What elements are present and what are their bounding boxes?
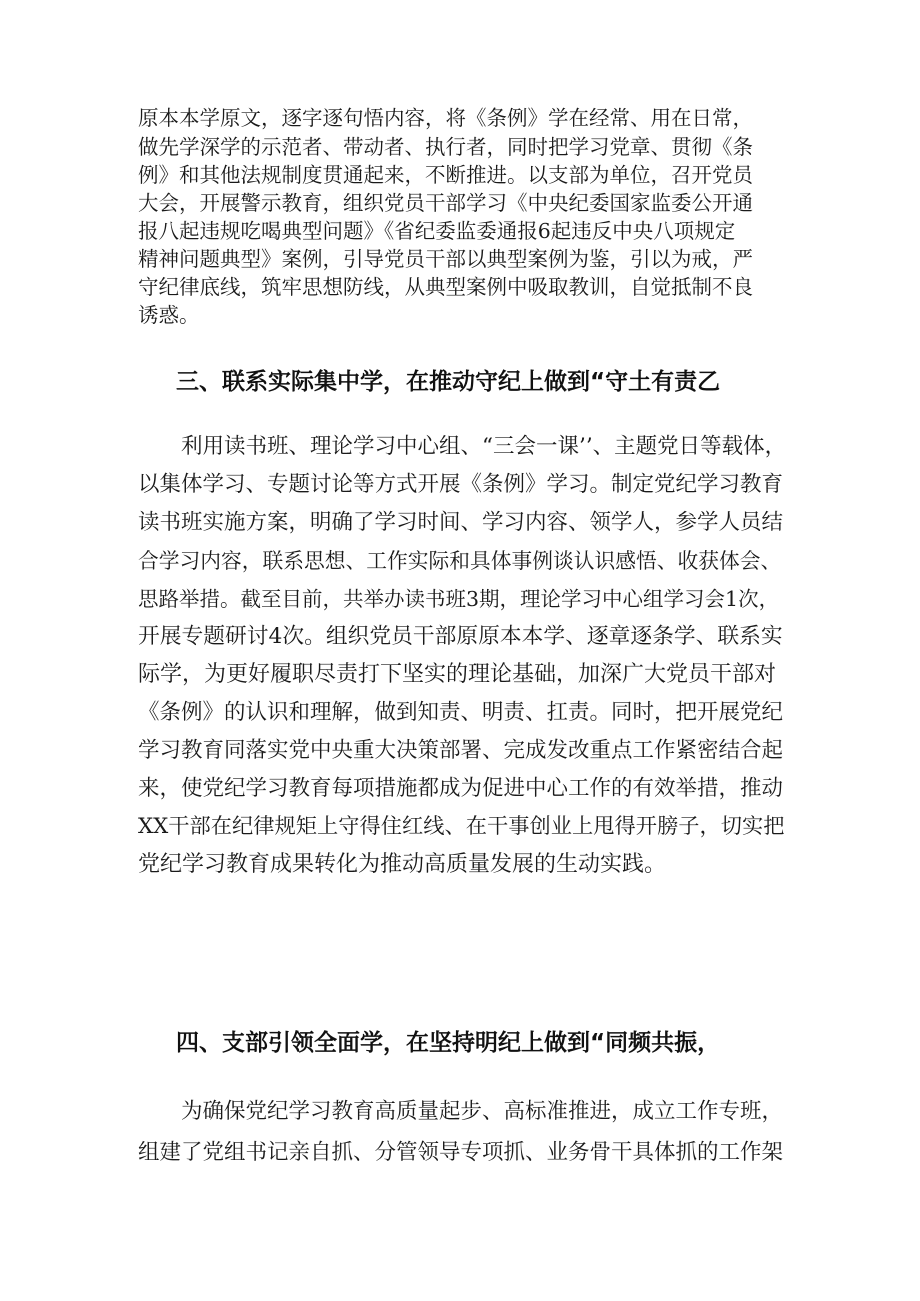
text-line: 际学，为更好履职尽责打下坚实的理论基础，加深广大党员干部对 [138, 662, 777, 687]
section-heading-4: 四、支部引领全面学，在坚持明纪上做到“同频共振， [176, 1030, 721, 1056]
text-line: 原本本学原文，逐字逐句悟内容，将《条例》学在经常、用在日常， [138, 106, 753, 130]
text-line: 做先学深学的示范者、带动者、执行者，同时把学习党章、贯彻《条 [138, 135, 753, 159]
text-line: 为确保党纪学习教育高质量起步、高标准推进，成立工作专班， [181, 1099, 784, 1124]
text-line: 利用读书班、理论学习中心组、“三会一课’’、主题党日等载体， [181, 434, 787, 459]
text-line: 读书班实施方案，明确了学习时间、学习内容、领学人，参学人员结 [138, 510, 784, 535]
text-line: 学习教育同落实党中央重大决策部署、完成发改重点工作紧密结合起 [138, 738, 784, 763]
text-line: 报八起违规吃喝典型问题》《省纪委监委通报6起违反中央八项规定 [138, 219, 736, 243]
text-line: 《条例》的认识和理解，做到知责、明责、扛责。同时，把开展党纪 [138, 700, 784, 725]
text-line: 开展专题研讨4次。组织党员干部原原本本学、逐章逐条学、联系实 [138, 624, 783, 649]
text-line: 党纪学习教育成果转化为推动高质量发展的生动实践。 [138, 852, 667, 877]
text-line: 来，使党纪学习教育每项措施都成为促进中心工作的有效举措，推动 [138, 776, 784, 801]
text-line: 思路举措。截至目前，共举办读书班3期，理论学习中心组学习会1次， [138, 587, 780, 611]
text-line: 守纪律底线，筑牢思想防线，从典型案例中吸取教训，自觉抵制不良 [138, 275, 753, 299]
section-heading-3: 三、联系实际集中学，在推动守纪上做到“守土有责乙 [176, 369, 721, 395]
text-line: 以集体学习、专题讨论等方式开展《条例》学习。制定党纪学习教育 [138, 472, 784, 497]
text-line: XX干部在纪律规矩上守得住红线、在干事创业上甩得开膀子，切实把 [138, 814, 785, 839]
text-line: 诱惑。 [138, 303, 200, 327]
text-line: 合学习内容，联系思想、工作实际和具体事例谈认识感悟、收获体会、 [138, 549, 782, 573]
text-line: 例》和其他法规制度贯通起来，不断推进。以支部为单位，召开党员 [138, 163, 753, 187]
text-line: 精神问题典型》案例，引导党员干部以典型案例为鉴，引以为戒，严 [138, 247, 753, 271]
text-line: 组建了党组书记亲自抓、分管领导专项抓、业务骨干具体抓的工作架 [138, 1140, 784, 1165]
text-line: 大会，开展警示教育，组织党员干部学习《中央纪委国家监委公开通 [138, 191, 753, 215]
